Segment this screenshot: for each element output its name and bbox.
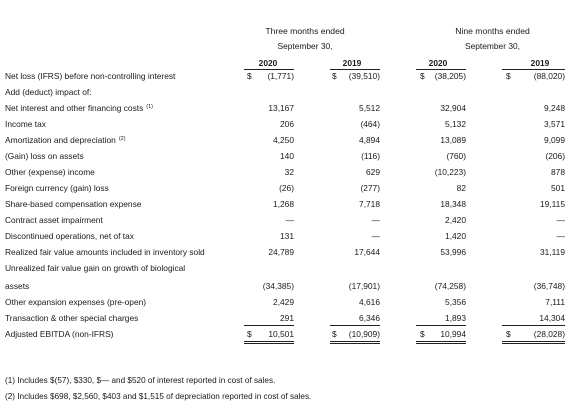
table-row: [0, 151, 588, 163]
cell-value: 4,616: [359, 297, 380, 307]
total-double-rule-2b: [330, 343, 380, 344]
total-rule-top-3: [416, 325, 466, 326]
table-row: [0, 281, 588, 293]
cell-value: 3,571: [544, 119, 565, 129]
row-label-text: Net loss (IFRS) before non-controlling interest: [5, 71, 176, 81]
cell-value: 629: [366, 167, 380, 177]
cell-value: 19,115: [540, 199, 565, 209]
cell-value: (10,909): [348, 329, 380, 339]
row-label: [5, 135, 126, 145]
table-row: [0, 71, 588, 83]
cell-value: 10,501: [268, 329, 294, 339]
cell-value: 131: [280, 231, 294, 241]
row-label-text: Foreign currency (gain) loss: [5, 183, 109, 193]
cell-value: 4,250: [273, 135, 294, 145]
total-rule-top-4: [502, 325, 565, 326]
table-row: [0, 183, 588, 195]
row-label: [5, 247, 205, 257]
table-row: [0, 87, 588, 99]
row-label: [5, 183, 109, 193]
cell-value: —: [371, 215, 380, 225]
cell-value: 24,789: [268, 247, 294, 257]
cell-value: (28,028): [533, 329, 565, 339]
year-header-q-2020: 2020: [258, 58, 278, 68]
cell-value: —: [371, 231, 380, 241]
row-label: [5, 231, 134, 241]
row-label-text: Adjusted EBITDA (non-IFRS): [5, 329, 114, 339]
cell-value: (10,223): [434, 167, 466, 177]
cell-value: 7,718: [359, 199, 380, 209]
cell-value: —: [556, 215, 565, 225]
cell-value: (26): [279, 183, 294, 193]
row-label-text: assets: [5, 281, 30, 291]
cell-value: 32,904: [440, 103, 466, 113]
table-row: [0, 263, 588, 275]
total-double-rule-4a: [502, 341, 565, 342]
cell-value: 1,268: [273, 199, 294, 209]
row-label: [5, 87, 92, 97]
table-row: [0, 199, 588, 211]
cell-value: 18,348: [440, 199, 466, 209]
row-label-text: Share-based compensation expense: [5, 199, 142, 209]
cell-value: (760): [446, 151, 466, 161]
cell-value: 31,119: [540, 247, 565, 257]
table-row: [0, 135, 588, 147]
nine-months-subheader: September 30,: [465, 41, 520, 51]
year-header-n-2020: 2020: [428, 58, 448, 68]
cell-value: (1,771): [267, 71, 294, 81]
nine-months-header: Nine months ended: [455, 26, 530, 36]
row-label: [5, 71, 175, 81]
cell-value: 82: [456, 183, 466, 193]
cell-value: 6,346: [359, 313, 380, 323]
table-row: [0, 119, 588, 131]
total-double-rule-4b: [502, 343, 565, 344]
year-underline-q-2020: [244, 69, 294, 70]
total-double-rule-3b: [416, 343, 466, 344]
cell-value: 4,894: [359, 135, 380, 145]
three-months-subheader: September 30,: [277, 41, 333, 51]
row-label: [5, 119, 46, 129]
table-row: [0, 103, 588, 115]
cell-value: (74,258): [434, 281, 466, 291]
row-label: [5, 329, 113, 339]
cell-value: (39,510): [348, 71, 380, 81]
cell-value: 32: [284, 167, 294, 177]
year-underline-n-2020: [416, 69, 466, 70]
row-label-text: Unrealized fair value gain on growth of biological: [5, 263, 186, 273]
footnote-1: (1) Includes $(57), $330, $— and $520 of interest reported in cost of sales.: [5, 376, 276, 385]
cell-value: (36,748): [533, 281, 565, 291]
cell-value: 9,248: [544, 103, 565, 113]
row-label-text: Other expansion expenses (pre-open): [5, 297, 147, 307]
cell-value: (464): [360, 119, 380, 129]
row-label: [5, 199, 141, 209]
cell-value: 291: [280, 313, 294, 323]
currency-symbol: $: [506, 329, 511, 339]
cell-value: 9,099: [544, 135, 565, 145]
cell-value: 878: [551, 167, 565, 177]
row-label-text: Income tax: [5, 119, 46, 129]
table-row: [0, 329, 588, 341]
row-label: [5, 103, 153, 113]
cell-value: (34,385): [262, 281, 294, 291]
total-double-rule-3a: [416, 341, 466, 342]
row-label-text: Transaction & other special charges: [5, 313, 139, 323]
table-row: [0, 231, 588, 243]
cell-value: 5,356: [445, 297, 466, 307]
cell-value: (206): [545, 151, 565, 161]
table-row: [0, 215, 588, 227]
row-label: [5, 151, 84, 161]
cell-value: 2,429: [273, 297, 294, 307]
row-label: [5, 263, 185, 273]
three-months-header: Three months ended: [265, 26, 345, 36]
currency-symbol: $: [247, 329, 252, 339]
cell-value: 10,994: [440, 329, 466, 339]
currency-symbol: $: [332, 71, 337, 81]
cell-value: (38,205): [434, 71, 466, 81]
cell-value: (116): [361, 151, 380, 161]
row-label-text: Discontinued operations, net of tax: [5, 231, 134, 241]
cell-value: 14,304: [539, 313, 565, 323]
row-label: [5, 167, 95, 177]
row-label: [5, 215, 103, 225]
total-double-rule-1b: [244, 343, 294, 344]
cell-value: 5,132: [445, 119, 466, 129]
cell-value: (17,901): [348, 281, 380, 291]
total-double-rule-2a: [330, 341, 380, 342]
cell-value: 13,089: [440, 135, 466, 145]
cell-value: 13,167: [268, 103, 294, 113]
cell-value: 5,512: [359, 103, 380, 113]
cell-value: 1,420: [445, 231, 466, 241]
table-row: [0, 313, 588, 325]
currency-symbol: $: [247, 71, 252, 81]
cell-value: —: [556, 231, 565, 241]
row-label: [5, 313, 138, 323]
year-underline-n-2019: [502, 69, 565, 70]
cell-value: (277): [360, 183, 380, 193]
total-double-rule-1a: [244, 341, 294, 342]
currency-symbol: $: [506, 71, 511, 81]
currency-symbol: $: [420, 71, 425, 81]
cell-value: (88,020): [533, 71, 565, 81]
currency-symbol: $: [332, 329, 337, 339]
cell-value: 140: [280, 151, 294, 161]
currency-symbol: $: [420, 329, 425, 339]
row-label-text: Other (expense) income: [5, 167, 95, 177]
year-header-n-2019: 2019: [530, 58, 550, 68]
total-rule-top-1: [244, 325, 294, 326]
cell-value: 2,420: [445, 215, 466, 225]
cell-value: 7,111: [545, 297, 565, 307]
row-label-text: Add (deduct) impact of:: [5, 87, 92, 97]
footnote-2: (2) Includes $698, $2,560, $403 and $1,515 of depreciation reported in cost of sales.: [5, 392, 312, 401]
cell-value: 501: [551, 183, 565, 193]
year-header-q-2019: 2019: [342, 58, 362, 68]
cell-value: 206: [280, 119, 294, 129]
row-label-text: Realized fair value amounts included in inventory sold: [5, 247, 205, 257]
table-row: [0, 167, 588, 179]
row-label-text: Net interest and other financing costs: [5, 103, 144, 113]
footnote-marker: (1): [146, 104, 153, 110]
row-label: [5, 297, 146, 307]
footnote-marker: (2): [118, 136, 126, 142]
year-underline-q-2019: [330, 69, 380, 70]
cell-value: 1,893: [445, 313, 466, 323]
table-row: [0, 297, 588, 309]
row-label-text: Amortization and depreciation: [5, 135, 116, 145]
row-label-text: (Gain) loss on assets: [5, 151, 84, 161]
table-row: [0, 247, 588, 259]
row-label: [5, 281, 29, 291]
row-label-text: Contract asset impairment: [5, 215, 103, 225]
total-rule-top-2: [330, 325, 380, 326]
cell-value: 53,996: [440, 247, 466, 257]
cell-value: —: [285, 215, 294, 225]
cell-value: 17,644: [354, 247, 380, 257]
